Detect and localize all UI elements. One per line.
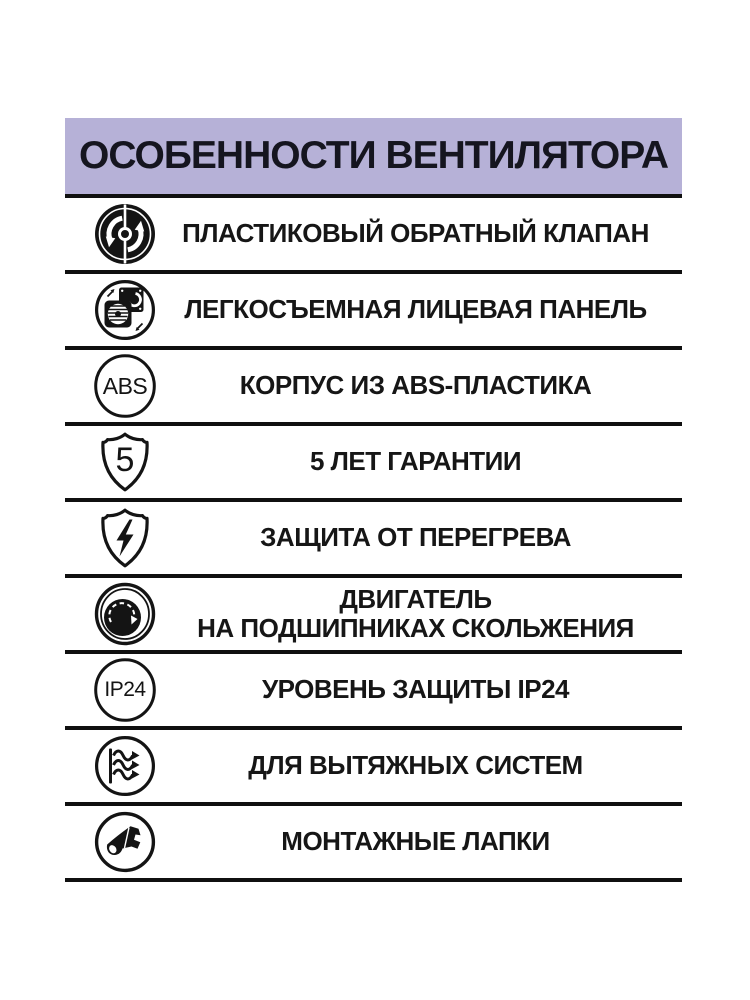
overheat-shield-icon: [93, 506, 157, 570]
feature-label: УРОВЕНЬ ЗАЩИТЫ IP24: [262, 674, 569, 705]
exhaust-flow-icon: [93, 734, 157, 798]
feature-text: [157, 523, 682, 552]
abs-icon-text: ABS: [102, 372, 148, 399]
ip24-icon-text: IP24: [104, 678, 146, 701]
feature-row-exhaust-systems: [65, 730, 682, 806]
feature-row-check-valve: [65, 198, 682, 274]
abs-plastic-icon: [93, 354, 157, 418]
sliding-bearing-icon: [93, 582, 157, 646]
feature-row-sliding-bearings: [65, 578, 682, 654]
feature-label: ЛЕГКОСЪЕМНАЯ ЛИЦЕВАЯ ПАНЕЛЬ: [184, 294, 647, 325]
feature-row-ip24: [65, 654, 682, 730]
feature-text: [157, 675, 682, 704]
feature-text: [157, 585, 682, 643]
feature-label: 5 ЛЕТ ГАРАНТИИ: [309, 446, 522, 477]
removable-panel-icon: [93, 278, 157, 342]
feature-label: КОРПУС ИЗ ABS-ПЛАСТИКА: [239, 370, 592, 401]
feature-label: ЗАЩИТА ОТ ПЕРЕГРЕВА: [260, 522, 571, 553]
feature-label: МОНТАЖНЫЕ ЛАПКИ: [281, 826, 550, 857]
feature-row-mounting-feet: [65, 806, 682, 882]
feature-text: [157, 295, 682, 324]
header-banner: [65, 118, 682, 194]
ip24-rating-icon: [93, 658, 157, 722]
feature-text: [157, 447, 682, 476]
feature-row-warranty: [65, 426, 682, 502]
feature-text: [157, 219, 682, 248]
feature-row-removable-panel: [65, 274, 682, 350]
check-valve-icon: [93, 202, 157, 266]
feature-row-overheat-protection: [65, 502, 682, 578]
feature-label-line2: НА ПОДШИПНИКАХ СКОЛЬЖЕНИЯ: [197, 613, 634, 643]
warranty-shield-icon: [93, 430, 157, 494]
feature-text: [157, 751, 682, 780]
warranty-icon-text: 5: [115, 440, 135, 479]
feature-label: ПЛАСТИКОВЫЙ ОБРАТНЫЙ КЛАПАН: [182, 218, 649, 249]
feature-list: [65, 194, 682, 882]
content-column: [65, 118, 682, 882]
feature-text: [157, 827, 682, 856]
feature-label-line1: ДВИГАТЕЛЬ: [339, 583, 492, 614]
page-title: ОСОБЕННОСТИ ВЕНТИЛЯТОРА: [79, 134, 668, 177]
mounting-feet-icon: [93, 810, 157, 874]
feature-text: [157, 371, 682, 400]
feature-row-abs-plastic: [65, 350, 682, 426]
feature-label: ДЛЯ ВЫТЯЖНЫХ СИСТЕМ: [248, 750, 583, 781]
